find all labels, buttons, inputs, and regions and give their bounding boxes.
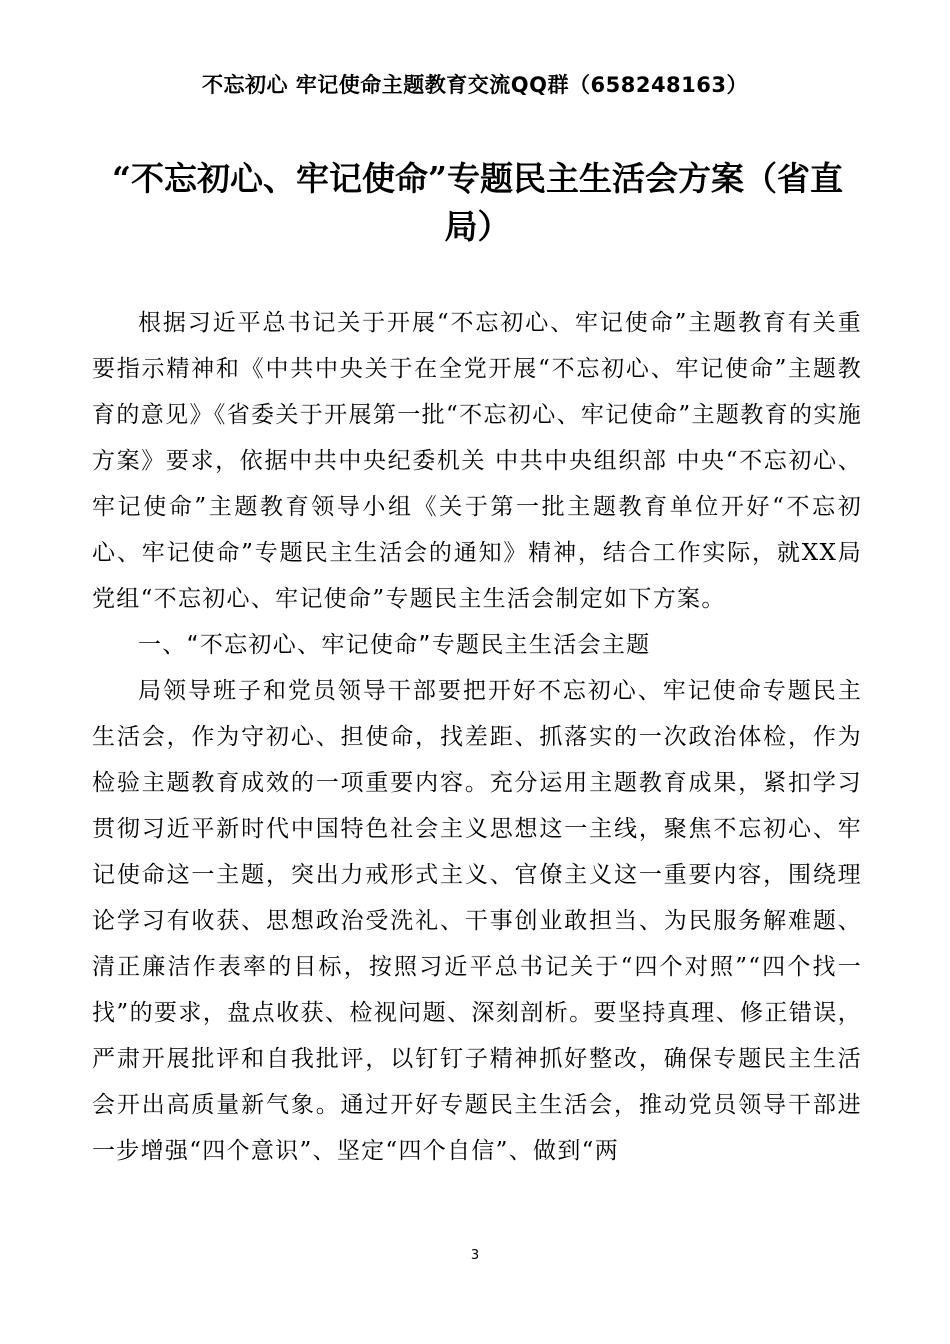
document-body	[92, 300, 862, 1174]
document-title: “不忘初心、牢记使命”专题民主生活会方案（省直局）	[112, 159, 843, 246]
header-banner: 不忘初心 牢记使命主题教育交流QQ群（658248163）	[201, 73, 749, 97]
section-paragraph: 局领导班子和党员领导干部要把开好不忘初心、牢记使命专题民主生活会，作为守初心、担使命，找差距、抓落实的一次政治体检，作为检验主题教育成效的一项重要内容。充分运用主题教育成果，紧扣学习贯彻习近平新时代中国特色社会主义思想这一主线，聚焦不忘初心、牢记使命这一主题，突出力戒形式主义、官僚主义这一重要内容，围绕理论学习有收获、思想政治受洗礼、干事创业敢担当、为民服务解难题、清正廉洁作表率的目标，按照习近平总书记关于“四个对照”“四个找一找”的要求，盘点收获、检视问题、深刻剖析。要坚持真理、修正错误，严肃开展批评和自我批评，以钉钉子精神抓好整改，确保专题民主生活会开出高质量新气象。通过开好专题民主生活会，推动党员领导干部进一步增强“四个意识”、坚定“四个自信”、做到“两	[92, 678, 862, 1164]
intro-paragraph: 根据习近平总书记关于开展“不忘初心、牢记使命”主题教育有关重要指示精神和《中共中央关于在全党开展“不忘初心、牢记使命”主题教育的意见》《省委关于开展第一批“不忘初心、牢记使命”主题教育的实施方案》要求，依据中共中央纪委机关 中共中央组织部 中央“不忘初心、牢记使命”主题教育领导小组《关于第一批主题教育单位开好“不忘初心、牢记使命”专题民主生活会的通知》精神，结合工作实际，就XX局党组“不忘初心、牢记使命”专题民主生活会制定如下方案。	[92, 310, 862, 612]
section-heading: 一、“不忘初心、牢记使命”专题民主生活会主题	[138, 632, 651, 658]
page-number: 3	[470, 1248, 480, 1263]
